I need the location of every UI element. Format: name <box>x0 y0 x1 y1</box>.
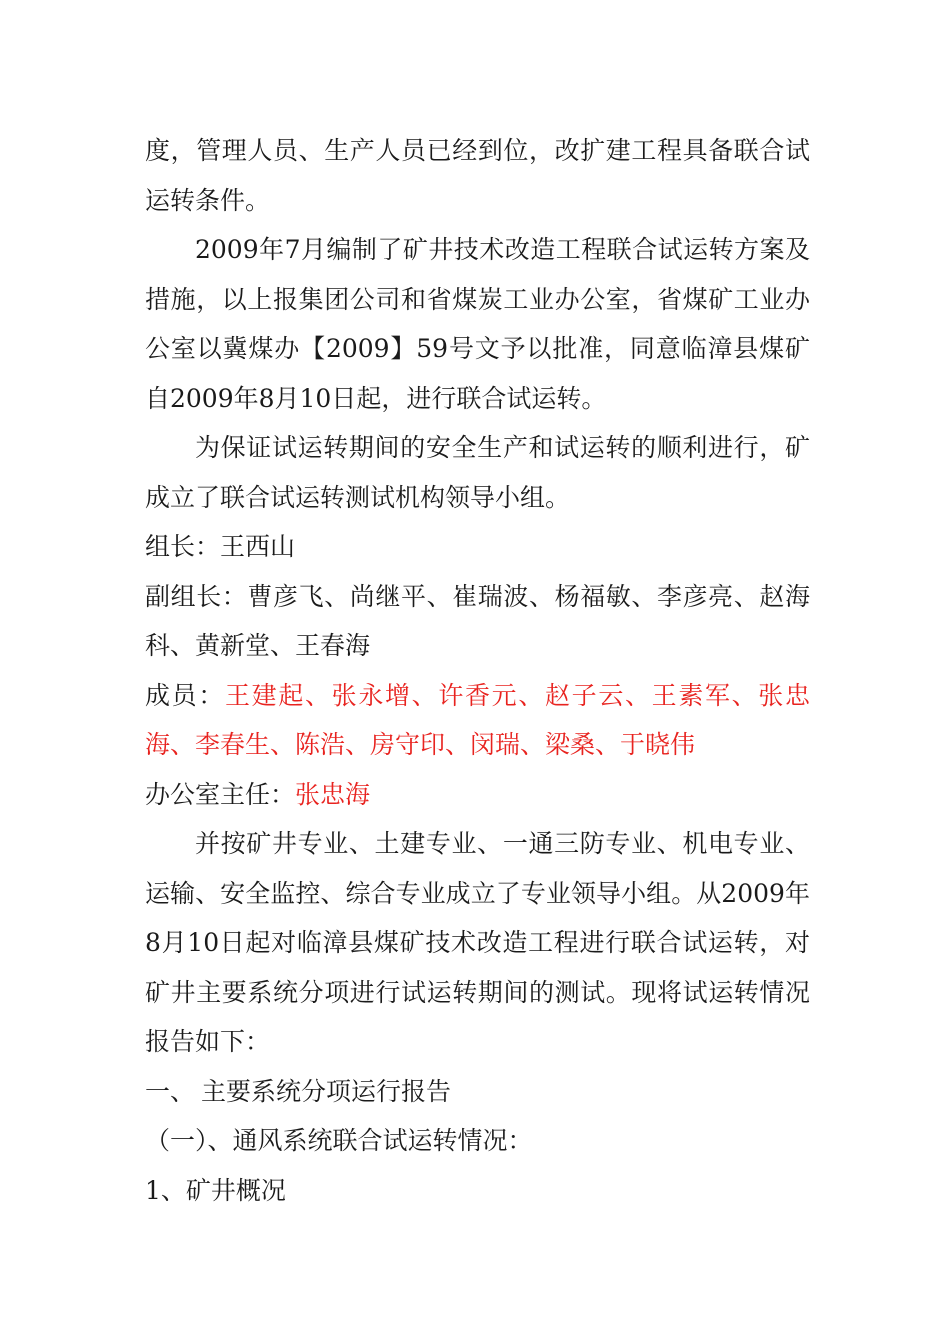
deputy-leaders-label: 副组长： <box>145 581 248 611</box>
section-heading-1-text: 主要系统分项运行报告 <box>201 1076 452 1106</box>
office-director-name: 张忠海 <box>295 779 371 809</box>
group-leader-line <box>145 522 810 572</box>
paragraph-continuation: 度，管理人员、生产人员已经到位，改扩建工程具备联合试运转条件。 <box>145 136 810 215</box>
section-heading-1-number: 一、 <box>145 1076 196 1106</box>
section-heading-2: （一）、通风系统联合试运转情况： <box>145 1126 533 1155</box>
members-names: 王建起、张永增、许香元、赵子云、王素军、张忠海、李春生、陈浩、房守印、闵瑞、梁桑、于晓伟 <box>145 680 810 759</box>
group-leader-name: 王西山 <box>220 532 296 561</box>
paragraph-professional-groups: 并按矿井专业、土建专业、一通三防专业、机电专业、运输、安全监控、综合专业成立了专业领导小组。从2009年8月10日起对临漳县煤矿技术改造工程进行联合试运转，对矿井主要系统分项进行试运转期间的测试。现将试运转情况报告如下： <box>145 829 810 1056</box>
document-body <box>145 126 810 1215</box>
deputy-leaders-names: 曹彦飞、尚继平、崔瑞波、杨福敏、李彦亮、赵海科、黄新堂、王春海 <box>145 581 810 660</box>
members-line <box>145 671 810 770</box>
paragraph-approval: 2009年7月编制了矿井技术改造工程联合试运转方案及措施，以上报集团公司和省煤炭工业办公室，省煤矿工业办公室以冀煤办【2009】59号文予以批准，同意临漳县煤矿自2009年8月10日起，进行联合试运转。 <box>145 235 810 413</box>
office-director-line <box>145 770 810 820</box>
deputy-leaders-line <box>145 572 810 671</box>
members-label: 成员： <box>145 680 225 710</box>
section-heading-3: 1、矿井概况 <box>145 1175 286 1205</box>
group-leader-label: 组长： <box>145 532 221 561</box>
section-heading-1 <box>145 1067 810 1117</box>
paragraph-leadership-group: 为保证试运转期间的安全生产和试运转的顺利进行，矿成立了联合试运转测试机构领导小组。 <box>145 433 810 512</box>
office-director-label: 办公室主任： <box>145 779 296 809</box>
